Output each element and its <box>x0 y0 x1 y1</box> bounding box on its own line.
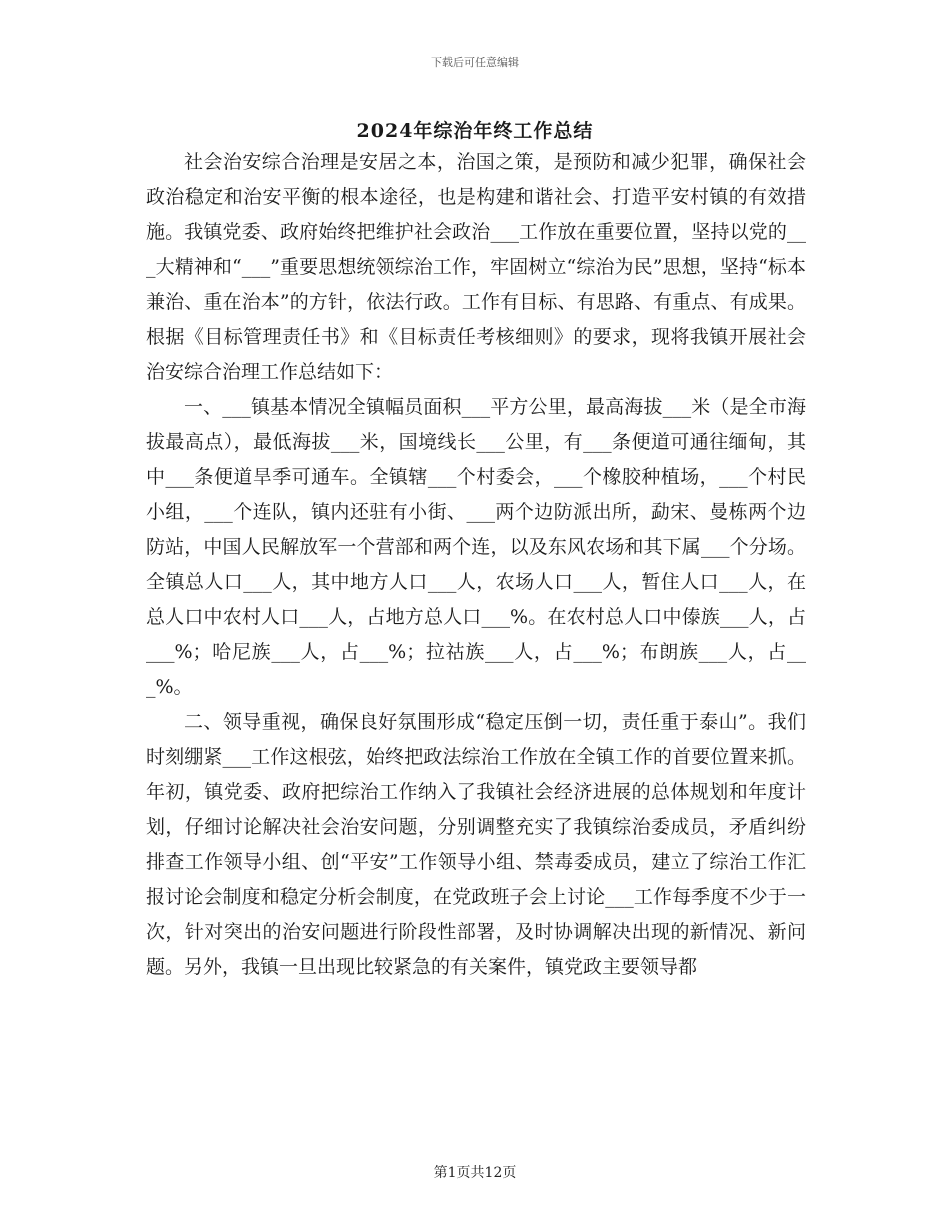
paragraph-basic-situation: 一、___镇基本情况全镇幅员面积___平方公里，最高海拔___米（是全市海拔最高点），最低海拔___米，国境线长___公里，有___条便道可通往缅甸，其中___条便道旱季可通车。全镇辖___个村委会，___个橡胶种植场，___个村民小组，___个连队，镇内还驻有小街、___两个边防派出所，勐宋、曼栋两个边防站，中国人民解放军一个营部和两个连，以及东风农场和其下属___个分场。全镇总人口___人，其中地方人口___人，农场人口___人，暂住人口___人，在总人口中农村人口___人，占地方总人口___%。在农村总人口中傣族___人，占___%；哈尼族___人，占___%；拉祜族___人，占___%；布朗族___人，占___%。 <box>146 396 806 698</box>
paragraph-intro: 社会治安综合治理是安居之本，治国之策，是预防和减少犯罪，确保社会政治稳定和治安平衡的根本途径，也是构建和谐社会、打造平安村镇的有效措施。我镇党委、政府始终把维护社会政治___工作放在重要位置，坚持以党的___大精神和“___”重要思想统领综治工作，牢固树立“综治为民”思想，坚持“标本兼治、重在治本”的方针，依法行政。工作有目标、有思路、有重点、有成果。根据《目标管理责任书》和《目标责任考核细则》的要求，现将我镇开展社会治安综合治理工作总结如下： <box>146 151 806 383</box>
document-title: 2024年综治年终工作总结 <box>356 120 594 142</box>
paragraph-leadership: 二、领导重视，确保良好氛围形成“稳定压倒一切，责任重于泰山”。我们时刻绷紧___工作这根弦，始终把政法综治工作放在全镇工作的首要位置来抓。年初，镇党委、政府把综治工作纳入了我镇社会经济进展的总体规划和年度计划，仔细讨论解决社会治安问题，分别调整充实了我镇综治委成员，矛盾纠纷排查工作领导小组、创“平安”工作领导小组、禁毒委成员，建立了综治工作汇报讨论会制度和稳定分析会制度，在党政班子会上讨论___工作每季度不少于一次，针对突出的治安问题进行阶段性部署，及时协调解决出现的新情况、新问题。另外，我镇一旦出现比较紧急的有关案件，镇党政主要领导都 <box>146 711 806 978</box>
page-header-note: 下载后可任意编辑 <box>431 56 519 69</box>
page-number: 第1页共12页 <box>433 1165 517 1181</box>
document-body <box>146 145 806 985</box>
